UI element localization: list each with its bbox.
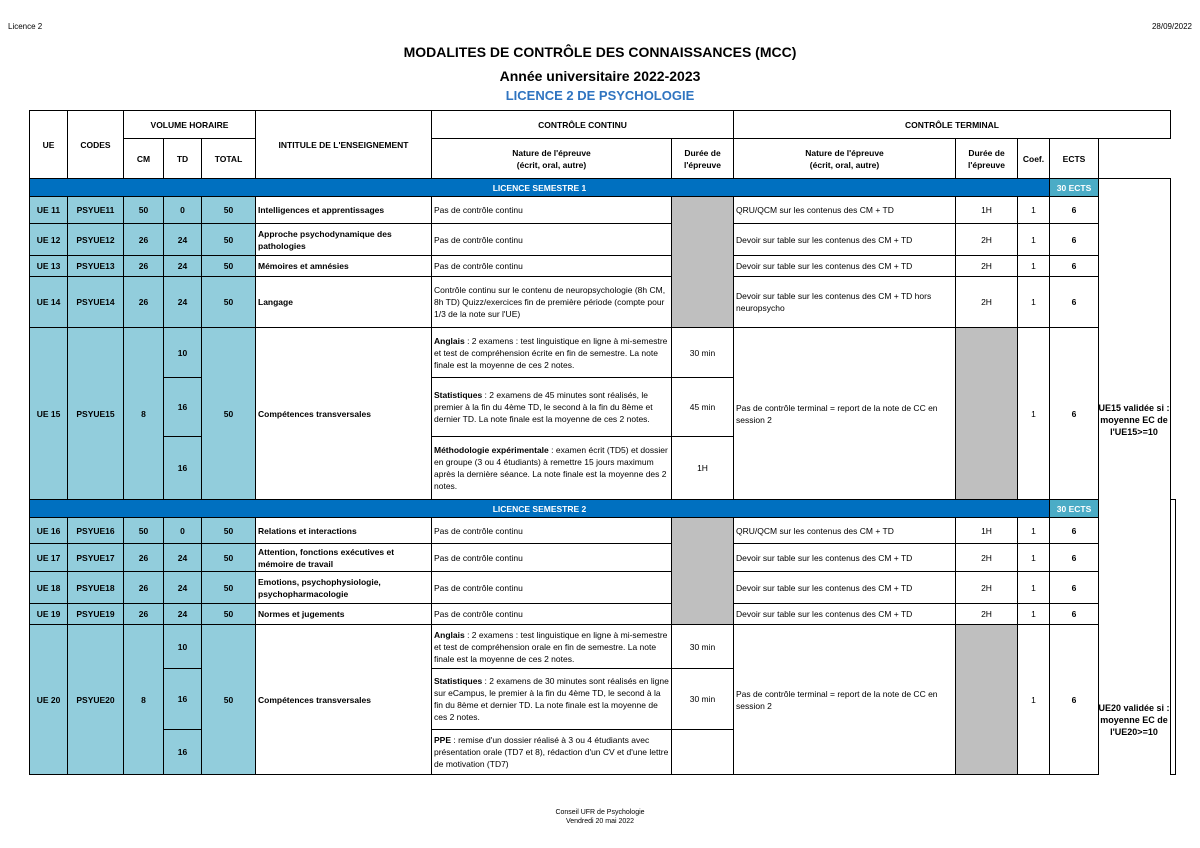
table-row: UE 12 PSYUE12 26 24 50 Approche psychodynamique des pathologies Pas de contrôle continu Devoir sur table sur les contenus des CM + TD 2H 1 6	[30, 224, 1176, 256]
table-row: UE 11 PSYUE11 50 0 50 Intelligences et apprentissages Pas de contrôle continu QRU/QCM sur les contenus des CM + TD 1H 1 6	[30, 197, 1176, 224]
semester-1-banner: LICENCE SEMESTRE 1	[30, 179, 1050, 197]
col-coef: Coef.	[1018, 139, 1050, 179]
col-codes: CODES	[68, 111, 124, 179]
col-cc-duree: Durée de l'épreuve	[672, 139, 734, 179]
academic-year: Année universitaire 2022-2023	[499, 68, 701, 84]
col-ects: ECTS	[1050, 139, 1099, 179]
program-title: LICENCE 2 DE PSYCHOLOGIE	[505, 88, 695, 103]
col-intitule: INTITULE DE L'ENSEIGNEMENT	[256, 111, 432, 179]
table-row: 16 PPE : remise d'un dossier réalisé à 3 ou 4 étudiants avec présentation orale (TD7 et 8), rédaction d'un CV et d'une lettre de motivation (TD7)	[30, 730, 1176, 775]
table-row: UE 13 PSYUE13 26 24 50 Mémoires et amnésies Pas de contrôle continu Devoir sur table sur les contenus des CM + TD 2H 1 6	[30, 256, 1176, 277]
table-row: UE 19 PSYUE19 26 24 50 Normes et jugements Pas de contrôle continu Devoir sur table sur les contenus des CM + TD 2H 1 6	[30, 604, 1176, 625]
table-row: UE 14 PSYUE14 26 24 50 Langage Contrôle continu sur le contenu de neuropsychologie (8h CM, 8h TD) Quizz/exercices fin de première période (compte pour 1/3 de la note sur l'UE) Devoir sur table sur les contenus des CM + TD hors neuropsycho 2H 1 6	[30, 277, 1176, 328]
semester-2-banner: LICENCE SEMESTRE 2	[30, 500, 1050, 518]
col-volume-horaire: VOLUME HORAIRE	[124, 111, 256, 139]
document-title: MODALITES DE CONTRÔLE DES CONNAISSANCES (MCC)	[403, 44, 797, 60]
table-row: UE 17 PSYUE17 26 24 50 Attention, fonctions exécutives et mémoire de travail Pas de contrôle continu Devoir sur table sur les contenus des CM + TD 2H 1 6	[30, 544, 1176, 572]
table-row: UE 16 PSYUE16 50 0 50 Relations et interactions Pas de contrôle continu QRU/QCM sur les contenus des CM + TD 1H 1 6	[30, 518, 1176, 544]
col-ct-nature: Nature de l'épreuve (écrit, oral, autre)	[734, 139, 956, 179]
table-row: UE 15 PSYUE15 8 10 50 Compétences transversales Anglais : 2 examens : test linguistique en ligne à mi-semestre et test de compréhension écrite en fin de semestre. La note finale est la moyenne de ces 2 notes. 30 min Pas de contrôle terminal = report de la note de CC en session 2 1 6	[30, 328, 1176, 378]
semester-2-ects: 30 ECTS	[1050, 500, 1099, 518]
col-controle-continu: CONTRÔLE CONTINU	[432, 111, 734, 139]
col-cm: CM	[124, 139, 164, 179]
table-row: UE 20 PSYUE20 8 10 50 Compétences transversales Anglais : 2 examens : test linguistique en ligne à mi-semestre et test de compréhension orale en fin de semestre. La note finale est la moyenne de ces 2 notes. 30 min Pas de contrôle terminal = report de la note de CC en session 2 1 6	[30, 625, 1176, 669]
header-date: 28/09/2022	[1151, 22, 1192, 31]
table-row: 16 Statistiques : 2 examens de 30 minutes sont réalisés en ligne sur eCampus, le premier à la fin du 4ème TD, le second à la fin du 8ème et dernier TD. La note finale est la moyenne de ces 2 notes. 30 min	[30, 669, 1176, 730]
col-ue: UE	[30, 111, 68, 179]
ue15-validation-note: UE15 validée si : moyenne EC de l'UE15>=10	[1098, 403, 1170, 437]
col-td: TD	[164, 139, 202, 179]
footer-date: Vendredi 20 mai 2022	[565, 818, 635, 825]
table-row: 16 Statistiques : 2 examens de 45 minutes sont réalisés, le premier à la fin du 4ème TD, le second à la fin du 8ème et dernier TD. La note finale est la moyenne de ces 2 notes. 45 min	[30, 378, 1176, 437]
footer-council: Conseil UFR de Psychologie	[555, 809, 645, 816]
semester-1-ects: 30 ECTS	[1050, 179, 1099, 197]
table-row: 16 Méthodologie expérimentale : examen écrit (TD5) et dossier en groupe (3 ou 4 étudiants) à remettre 15 jours maximum après la dernière séance. La note finale est la moyenne des 2 notes. 1H	[30, 437, 1176, 500]
ue20-validation-note: UE20 validée si : moyenne EC de l'UE20>=10	[1098, 703, 1170, 737]
col-ct-duree: Durée de l'épreuve	[956, 139, 1018, 179]
col-total: TOTAL	[202, 139, 256, 179]
mcc-table	[29, 110, 1176, 775]
col-cc-nature: Nature de l'épreuve (écrit, oral, autre)	[432, 139, 672, 179]
cc-duree-empty	[672, 197, 734, 328]
header-left: Licence 2	[8, 22, 43, 31]
col-controle-terminal: CONTRÔLE TERMINAL	[734, 111, 1171, 139]
table-row: UE 18 PSYUE18 26 24 50 Emotions, psychophysiologie, psychopharmacologie Pas de contrôle continu Devoir sur table sur les contenus des CM + TD 2H 1 6	[30, 572, 1176, 604]
